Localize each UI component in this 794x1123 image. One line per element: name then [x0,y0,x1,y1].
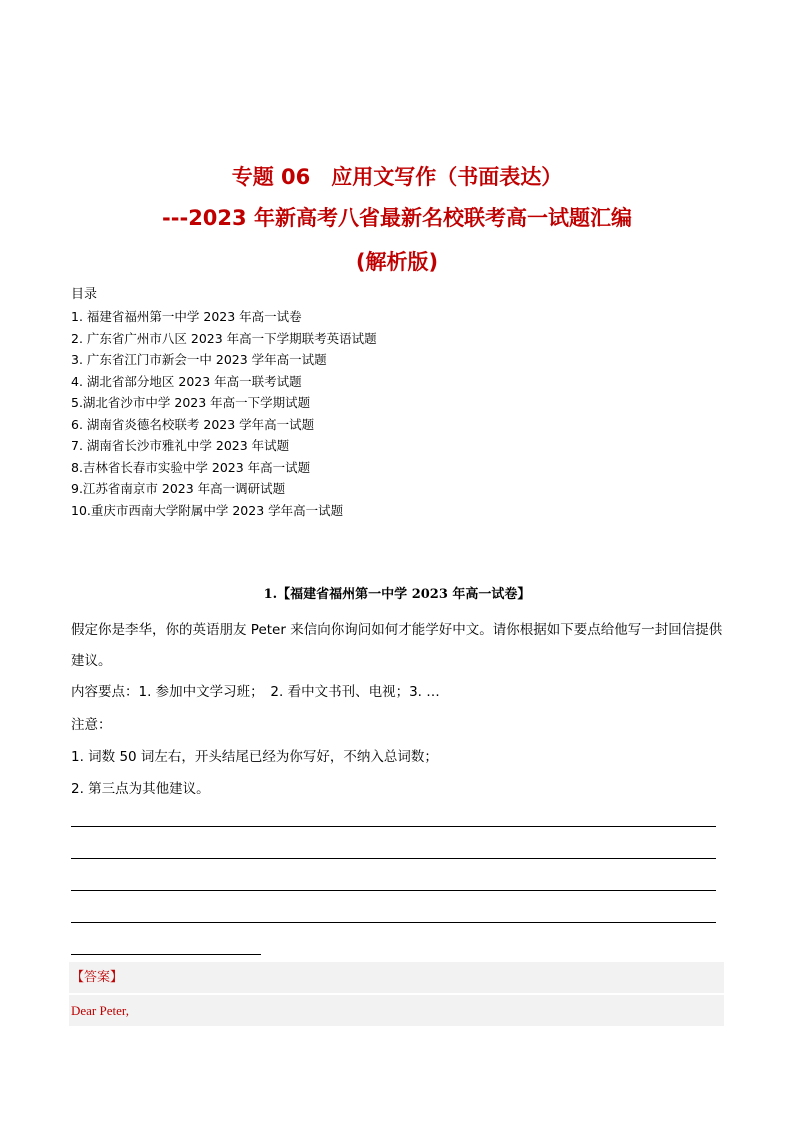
writing-line [71,858,716,859]
answer-text-background [69,995,724,1026]
writing-line-short [71,954,261,955]
toc-item[interactable]: 6. 湖南省炎德名校联考 2023 学年高一试题 [71,416,315,432]
task-prompt: 假定你是李华，你的英语朋友 Peter 来信向你询问如何才能学好中文。请你根据如下要点给他写一封回信提供建议。 [71,622,723,669]
toc-item[interactable]: 8.吉林省长春市实验中学 2023 年高一试题 [71,459,311,475]
toc-item[interactable]: 1. 福建省福州第一中学 2023 年高一试卷 [71,309,302,324]
toc-item[interactable]: 3. 广东省江门市新会一中 2023 学年高一试题 [71,352,327,367]
writing-line [71,826,716,827]
answer-greeting: Dear Peter, [71,1003,129,1018]
content-points: 内容要点：1. 参加中文学习班； 2. 看中文书刊、电视；3. … [71,684,440,700]
toc-heading: 目录 [71,287,98,302]
note-label: 注意： [71,717,112,733]
toc-item[interactable]: 9.江苏省南京市 2023 年高一调研试题 [71,481,286,496]
page-title-line-3: (解析版) [355,250,439,274]
table-of-contents [71,306,377,521]
toc-item[interactable]: 2. 广东省广州市八区 2023 年高一下学期联考英语试题 [71,330,377,346]
answer-label: 【答案】 [71,970,124,985]
writing-line [71,890,716,891]
page-title-line-2: ---2023 年新高考八省最新名校联考高一试题汇编 [162,206,632,230]
toc-item[interactable]: 5.湖北省沙市中学 2023 年高一下学期试题 [71,395,311,410]
section-title: 1.【福建省福州第一中学 2023 年高一试卷】 [263,587,531,602]
toc-item[interactable]: 7. 湖南省长沙市雅礼中学 2023 年试题 [71,438,290,453]
page-title-line-1: 专题 06 应用文写作（书面表达） [231,165,563,189]
toc-item[interactable]: 10.重庆市西南大学附属中学 2023 学年高一试题 [71,502,344,518]
note-item-1: 1. 词数 50 词左右，开头结尾已经为你写好，不纳入总词数； [71,749,438,765]
toc-item[interactable]: 4. 湖北省部分地区 2023 年高一联考试题 [71,373,302,389]
answer-label-background [69,962,724,993]
writing-line [71,922,716,923]
note-item-2: 2. 第三点为其他建议。 [71,781,210,797]
